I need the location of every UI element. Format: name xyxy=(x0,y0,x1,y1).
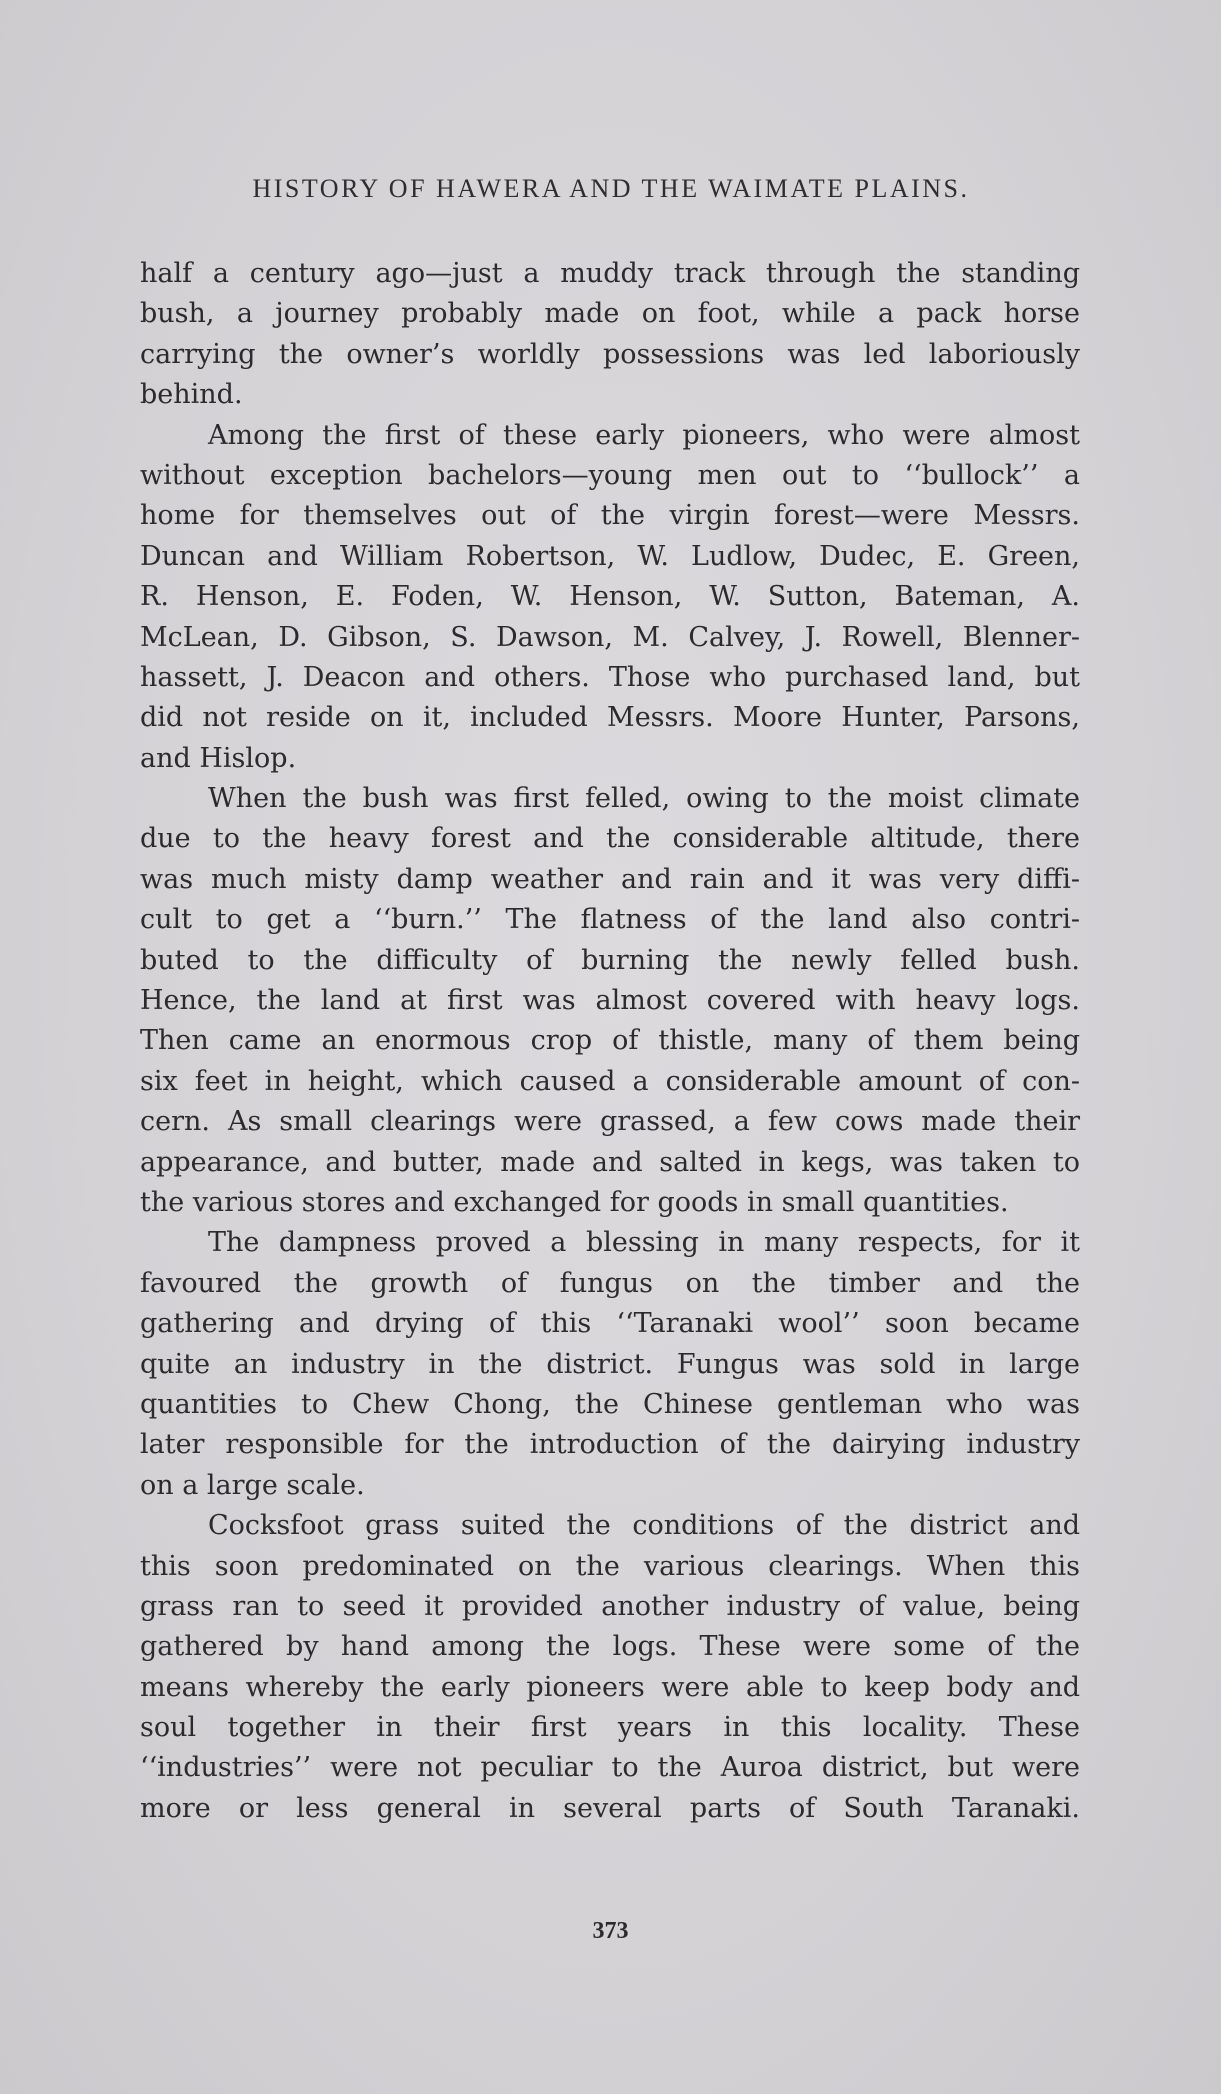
text-line: The dampness proved a blessing in many respects, for it xyxy=(208,1227,1080,1259)
paragraph xyxy=(140,1506,1080,1829)
text-line: hassett, J. Deacon and others. Those who purchased land, but xyxy=(140,661,1080,693)
text-line: was much misty damp weather and rain and it was very diffi- xyxy=(140,863,1080,895)
text-line: soul together in their first years in this locality. These xyxy=(140,1712,1080,1744)
text-line: Cocksfoot grass suited the conditions of the district and xyxy=(208,1510,1080,1542)
body-text xyxy=(140,254,1080,1829)
text-line: due to the heavy forest and the considerable altitude, there xyxy=(140,823,1080,855)
text-line: buted to the difficulty of burning the newly felled bush. xyxy=(140,944,1080,976)
text-line: Then came an enormous crop of thistle, many of them being xyxy=(140,1025,1080,1057)
text-line: this soon predominated on the various clearings. When this xyxy=(140,1550,1080,1582)
text-line: favoured the growth of fungus on the timber and the xyxy=(140,1267,1080,1299)
paragraph xyxy=(140,1223,1080,1506)
text-line: home for themselves out of the virgin forest—were Messrs. xyxy=(140,500,1080,532)
text-line: carrying the owner’s worldly possessions was led laboriously xyxy=(140,338,1080,370)
text-line: cult to get a ‘‘burn.’’ The flatness of the land also contri- xyxy=(140,904,1080,936)
text-line: Duncan and William Robertson, W. Ludlow, Dudec, E. Green, xyxy=(140,540,1080,572)
text-line: ‘‘industries’’ were not peculiar to the Auroa district, but were xyxy=(140,1752,1080,1784)
text-line: means whereby the early pioneers were able to keep body and xyxy=(140,1671,1080,1703)
text-line: on a large scale. xyxy=(140,1469,365,1501)
text-line: more or less general in several parts of South Taranaki. xyxy=(140,1792,1080,1824)
text-line: later responsible for the introduction of the dairying industry xyxy=(140,1429,1080,1461)
text-line: quite an industry in the district. Fungus was sold in large xyxy=(140,1348,1080,1380)
text-line: grass ran to seed it provided another industry of value, being xyxy=(140,1590,1080,1622)
paragraph xyxy=(140,779,1080,1223)
text-line: the various stores and exchanged for goods in small quantities. xyxy=(140,1186,1009,1218)
text-line: six feet in height, which caused a considerable amount of con- xyxy=(140,1065,1080,1097)
text-line: R. Henson, E. Foden, W. Henson, W. Sutton, Bateman, A. xyxy=(140,581,1080,613)
text-line: Among the first of these early pioneers, who were almost xyxy=(208,419,1080,451)
text-line: cern. As small clearings were grassed, a few cows made their xyxy=(140,1106,1080,1138)
paragraph xyxy=(140,416,1080,780)
text-line: Hence, the land at first was almost covered with heavy logs. xyxy=(140,985,1080,1017)
page-number: 373 xyxy=(592,1918,629,1944)
text-line: When the bush was first felled, owing to the moist climate xyxy=(208,783,1080,815)
text-line: without exception bachelors—young men out to ‘‘bullock’’ a xyxy=(140,459,1080,491)
text-line: bush, a journey probably made on foot, while a pack horse xyxy=(140,298,1080,330)
text-line: appearance, and butter, made and salted in kegs, was taken to xyxy=(140,1146,1080,1178)
text-line: half a century ago—just a muddy track through the standing xyxy=(140,258,1080,289)
paragraph xyxy=(140,254,1080,416)
text-line: McLean, D. Gibson, S. Dawson, M. Calvey, J. Rowell, Blenner- xyxy=(140,621,1080,653)
text-line: gathered by hand among the logs. These were some of the xyxy=(140,1631,1080,1663)
text-line: did not reside on it, included Messrs. Moore Hunter, Parsons, xyxy=(140,702,1080,734)
text-line: behind. xyxy=(140,379,243,411)
text-line: quantities to Chew Chong, the Chinese gentleman who was xyxy=(140,1388,1080,1420)
running-head: HISTORY OF HAWERA AND THE WAIMATE PLAINS. xyxy=(252,174,970,203)
text-line: and Hislop. xyxy=(140,742,297,774)
text-line: gathering and drying of this ‘‘Taranaki wool’’ soon became xyxy=(140,1308,1080,1340)
